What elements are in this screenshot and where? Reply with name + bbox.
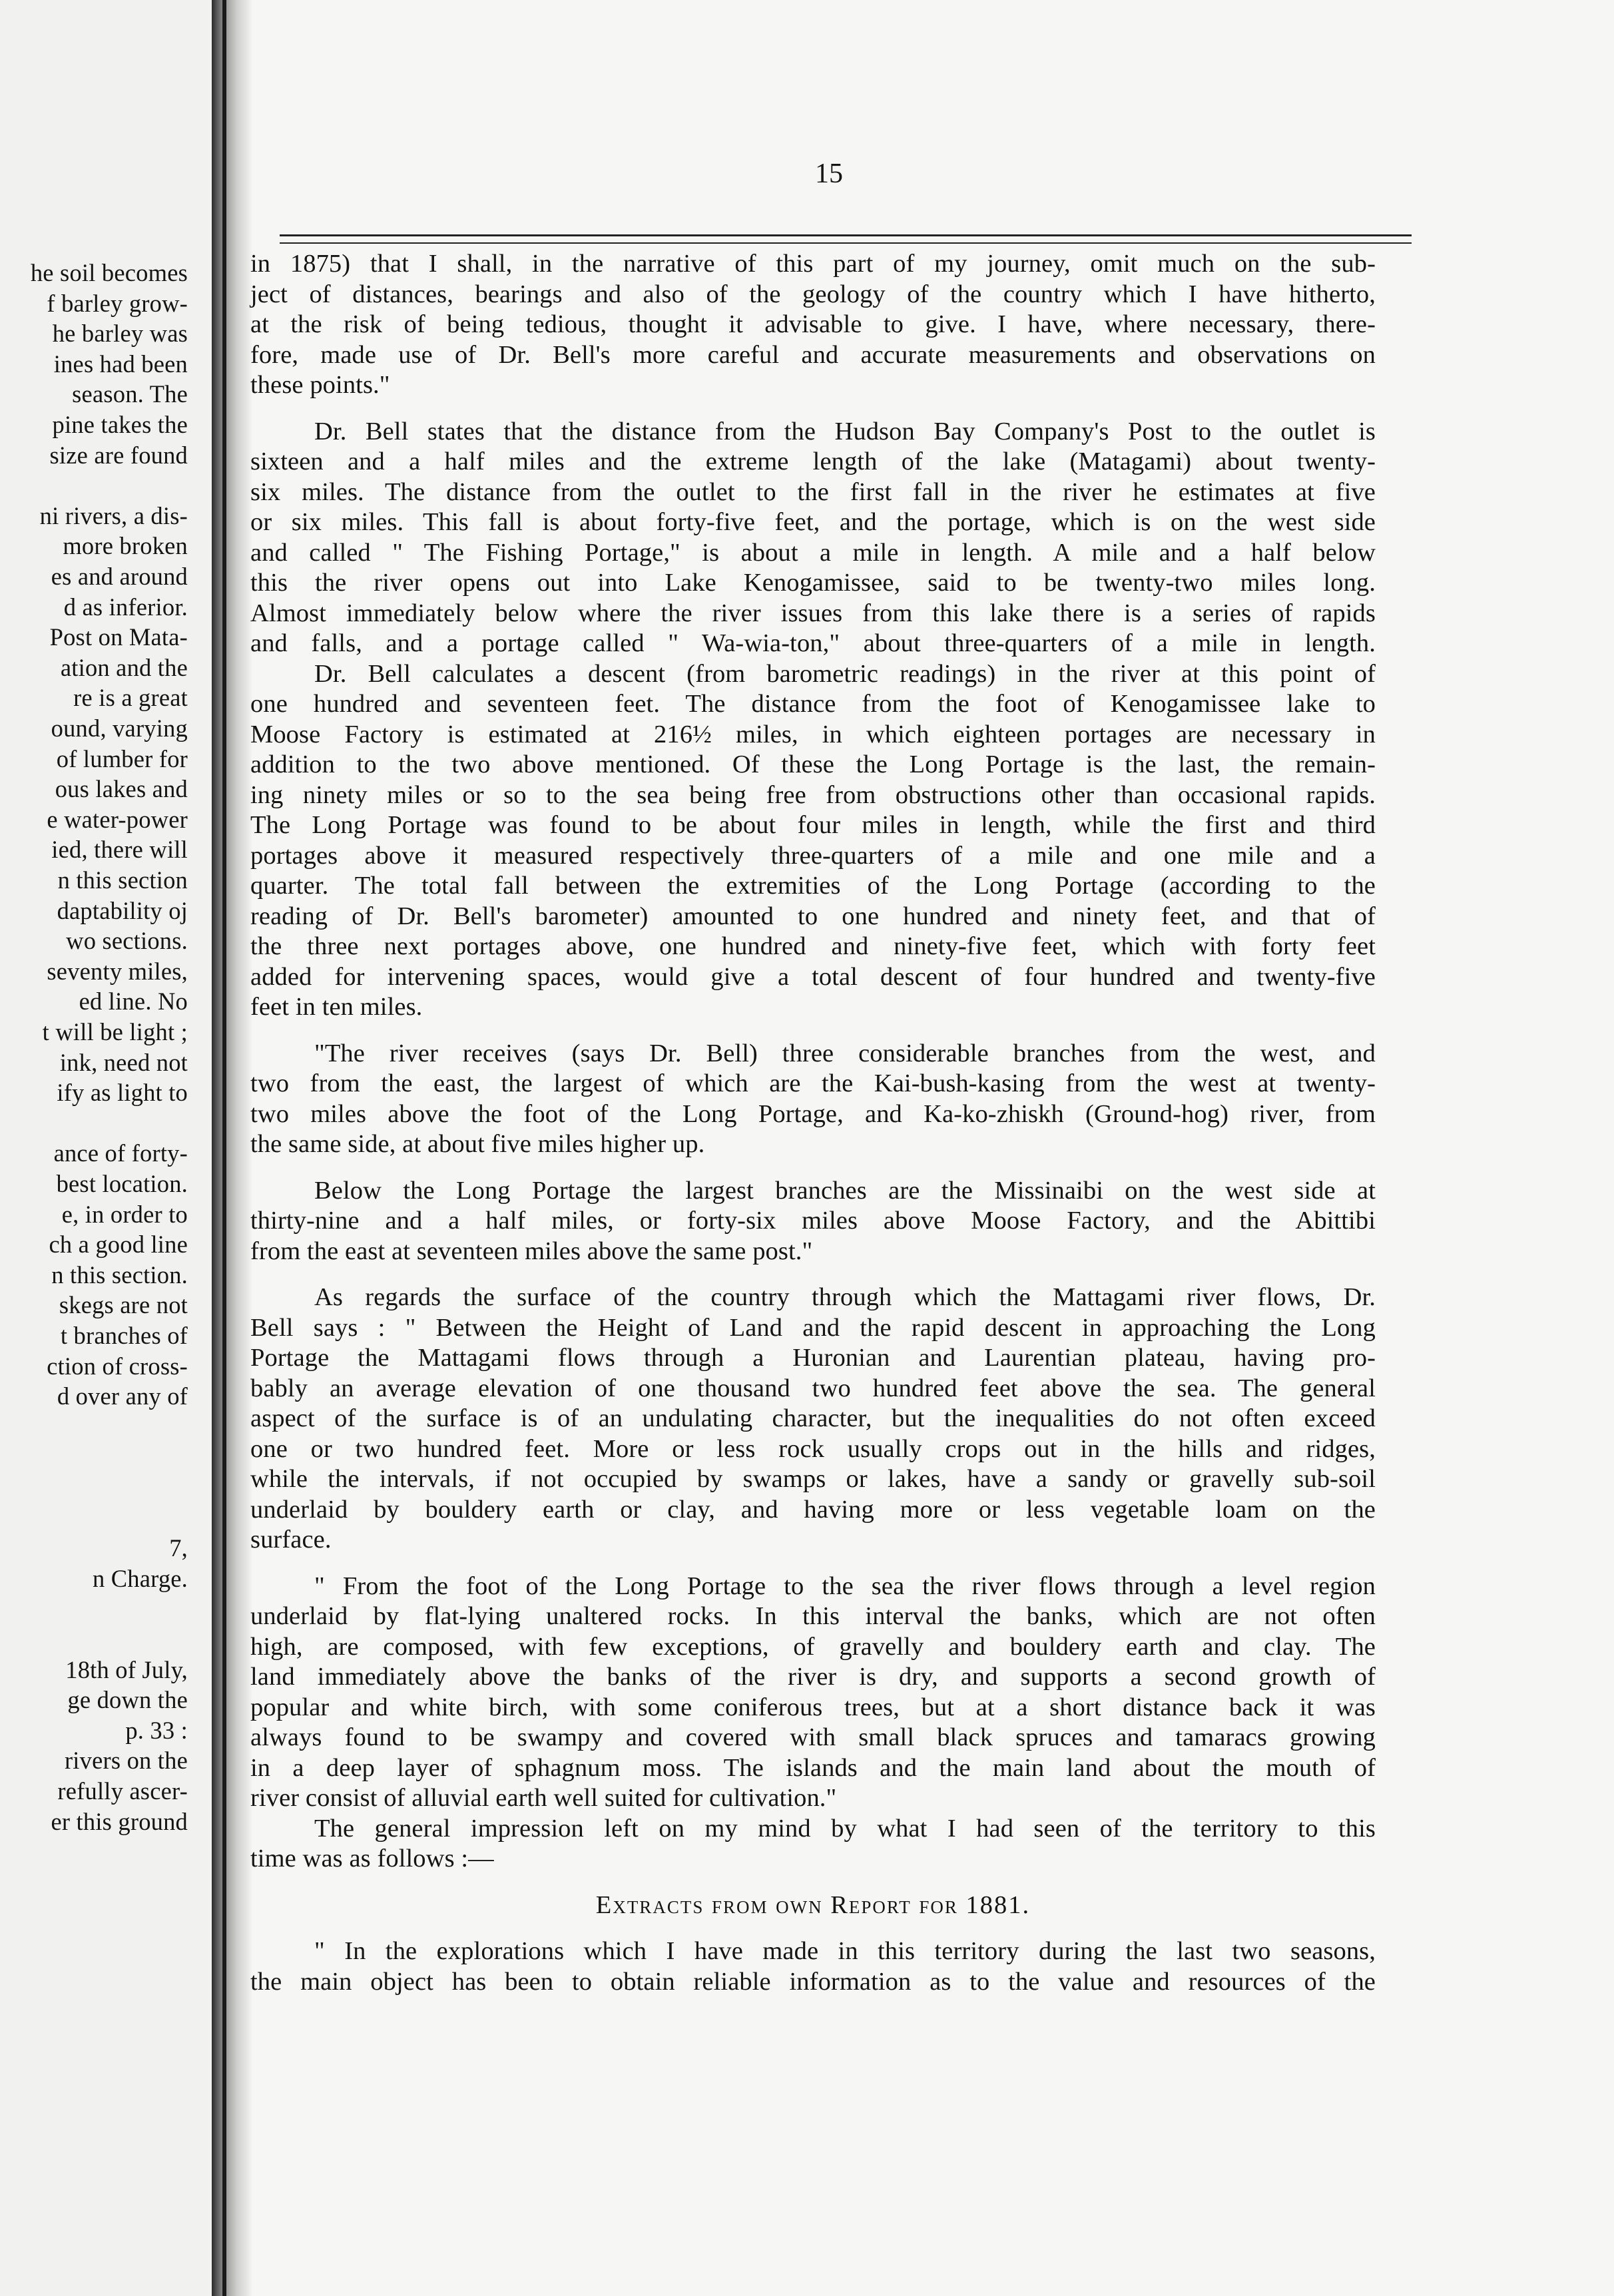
text-line: portages above it measured respectively three-quarters of a mile and one mile and a [250,841,1376,870]
paragraph [250,1283,1376,1556]
text-line: in a deep layer of sphagnum moss. The islands and the main land about the mouth of [250,1753,1376,1782]
left-page-line: he soil becomes [30,259,188,286]
left-page-line: d over any of [57,1382,188,1410]
left-page-line: ied, there will [51,836,188,864]
text-line: underlaid by bouldery earth or clay, and having more or less vegetable loam on the [250,1495,1376,1524]
paragraph [250,417,1376,659]
left-page-line: ation and the [60,653,188,681]
text-line: and falls, and a portage called " Wa-wia-ton," about three-quarters of a mile in length. [250,629,1376,657]
left-page-line: rivers on the [64,1747,188,1775]
text-line: Dr. Bell calculates a descent (from barometric readings) in the river at this point of [314,659,1376,688]
text-line: Bell says : " Between the Height of Land and the rapid descent in approaching the Long [250,1313,1376,1342]
left-page-line: 7, [169,1534,188,1562]
text-line: from the east at seventeen miles above the same post." [250,1237,813,1265]
gutter-shadow [222,0,226,2296]
text-line: As regards the surface of the country through which the Mattagami river flows, Dr. [314,1283,1376,1311]
header-rule-thick [280,234,1412,236]
text-line: at the risk of being tedious, thought it advisable to give. I have, where necessary, there- [250,310,1376,338]
text-line: the three next portages above, one hundred and ninety-five feet, which with forty feet [250,932,1376,960]
left-page-line: er this ground [51,1807,188,1835]
left-page-line: t branches of [60,1322,188,1349]
text-line: one hundred and seventeen feet. The distance from the foot of Kenogamissee lake to [250,690,1376,718]
left-page-line: ines had been [53,350,188,378]
text-line: high, are composed, with few exceptions, of gravelly and bouldery earth and clay. The [250,1632,1376,1661]
text-line: these points." [250,371,390,399]
left-page-line: ink, need not [59,1048,188,1076]
left-page-line: size are found [49,441,188,469]
left-page-line: ch a good line [49,1231,188,1259]
left-page-line: p. 33 : [125,1716,188,1744]
paragraph [250,1936,1376,1997]
left-page-line: best location. [56,1170,188,1197]
page-number: 15 [815,158,843,189]
text-line: in 1875) that I shall, in the narrative of this part of my journey, omit much on the sub- [250,250,1376,278]
text-line: quarter. The total fall between the extremities of the Long Portage (according to the [250,872,1376,900]
left-page-line: ify as light to [57,1079,188,1107]
text-line: ject of distances, bearings and also of the geology of the country which I have hitherto, [250,280,1376,308]
paragraph [250,1814,1376,1874]
left-page-line: es and around [51,563,188,590]
left-page-line: e water-power [47,805,188,833]
text-line: Below the Long Portage the largest branches are the Missinaibi on the west side at [314,1176,1376,1205]
text-line: two from the east, the largest of which are the Kai-bush-kasing from the west at twenty- [250,1069,1376,1097]
left-page-line: daptability oj [57,896,188,924]
text-line: one or two hundred feet. More or less rock usually crops out in the hills and ridges, [250,1434,1376,1463]
text-line: bably an average elevation of one thousand two hundred feet above the sea. The general [250,1374,1376,1402]
text-line: fore, made use of Dr. Bell's more careful and accurate measurements and observations on [250,340,1376,369]
left-page-line: re is a great [73,684,188,712]
text-line: Almost immediately below where the river issues from this lake there is a series of rapids [250,599,1376,627]
left-page-line: ound, varying [51,715,188,742]
text-line: "The river receives (says Dr. Bell) three considerable branches from the west, and [314,1039,1376,1067]
text-line: the same side, at about five miles higher up. [250,1130,705,1158]
section-heading: Extracts from own Report for 1881. [595,1890,1031,1919]
left-page-line: Post on Mata- [49,623,188,651]
text-line: " From the foot of the Long Portage to the sea the river flows through a level region [314,1572,1376,1600]
left-page-fragment [0,0,212,2296]
text-line: or six miles. This fall is about forty-five feet, and the portage, which is on the west side [250,508,1376,536]
left-page-line: seventy miles, [47,957,188,985]
left-page-line: n this section [57,866,188,894]
left-page-line: more broken [63,532,188,560]
text-line: two miles above the foot of the Long Portage, and Ka-ko-zhiskh (Ground-hog) river, from [250,1099,1376,1128]
text-line: sixteen and a half miles and the extreme length of the lake (Matagami) about twenty- [250,447,1376,475]
text-line: " In the explorations which I have made in this territory during the last two seasons, [314,1937,1376,1965]
text-line: while the intervals, if not occupied by swamps or lakes, have a sandy or gravelly sub-soil [250,1465,1376,1493]
left-page-line: season. The [72,380,188,408]
text-line: Portage the Mattagami flows through a Huronian and Laurentian plateau, having pro- [250,1344,1376,1372]
left-page-line: ni rivers, a dis- [39,501,188,529]
left-page-line: f barley grow- [47,289,188,317]
paragraph [250,1572,1376,1814]
text-line: underlaid by flat-lying unaltered rocks. In this interval the banks, which are not often [250,1602,1376,1630]
text-line: land immediately above the banks of the river is dry, and supports a second growth of [250,1663,1376,1691]
left-page-line: t will be light ; [42,1018,188,1045]
page-body [250,249,1376,1997]
text-line: time was as follows :— [250,1845,494,1872]
text-line: surface. [250,1526,332,1554]
left-page-line: d as inferior. [63,593,188,621]
paragraph [250,659,1376,1023]
text-line: thirty-nine and a half miles, or forty-six miles above Moose Factory, and the Abittibi [250,1207,1376,1235]
text-line: feet in ten miles. [250,993,423,1021]
text-line: river consist of alluvial earth well suited for cultivation." [250,1784,837,1812]
text-line: six miles. The distance from the outlet to the first fall in the river he estimates at five [250,477,1376,506]
text-line: Dr. Bell states that the distance from the Hudson Bay Company's Post to the outlet is [314,417,1376,445]
paragraph [250,249,1376,401]
left-page-line: ance of forty- [53,1139,188,1167]
text-line: addition to the two above mentioned. Of these the Long Portage is the last, the remain- [250,750,1376,778]
left-page-line: he barley was [52,320,188,348]
text-line: reading of Dr. Bell's barometer) amounted to one hundred and ninety feet, and that of [250,902,1376,930]
left-page-line: e, in order to [61,1200,188,1228]
text-line: popular and white birch, with some coniferous trees, but at a short distance back it was [250,1693,1376,1721]
text-line: The Long Portage was found to be about four miles in length, while the first and third [250,811,1376,839]
left-page-line: skegs are not [59,1291,188,1319]
text-line: and called " The Fishing Portage," is about a mile in length. A mile and a half below [250,538,1376,567]
text-line: ing ninety miles or so to the sea being free from obstructions other than occasional rapids. [250,780,1376,809]
left-page-line: ge down the [67,1686,188,1714]
left-page-line: wo sections. [66,927,188,955]
text-line: Moose Factory is estimated at 216½ miles, in which eighteen portages are necessary in [250,720,1376,748]
left-page-line: refully ascer- [57,1777,188,1805]
left-page-line: of lumber for [56,744,188,772]
left-page-line: ction of cross- [47,1352,188,1380]
left-page-line: ed line. No [79,988,188,1015]
text-line: this the river opens out into Lake Kenogamissee, said to be twenty-two miles long. [250,569,1376,597]
header-rule-thin [280,242,1412,244]
text-line: the main object has been to obtain reliable information as to the value and resources of the [250,1967,1376,1996]
text-line: always found to be swampy and covered with small black spruces and tamaracs growing [250,1723,1376,1751]
paragraph [250,1039,1376,1160]
text-line: The general impression left on my mind by what I had seen of the territory to this [314,1814,1376,1843]
left-page-line: n this section. [51,1261,188,1289]
left-page-line: n Charge. [92,1564,188,1592]
left-page-line: 18th of July, [65,1655,188,1683]
book-gutter [212,0,252,2296]
left-page-line: pine takes the [52,411,188,438]
text-line: aspect of the surface is of an undulating character, but the inequalities do not often exceed [250,1404,1376,1432]
paragraph [250,1176,1376,1267]
text-line: added for intervening spaces, would give a total descent of four hundred and twenty-five [250,962,1376,991]
left-page-line: ous lakes and [55,775,188,803]
